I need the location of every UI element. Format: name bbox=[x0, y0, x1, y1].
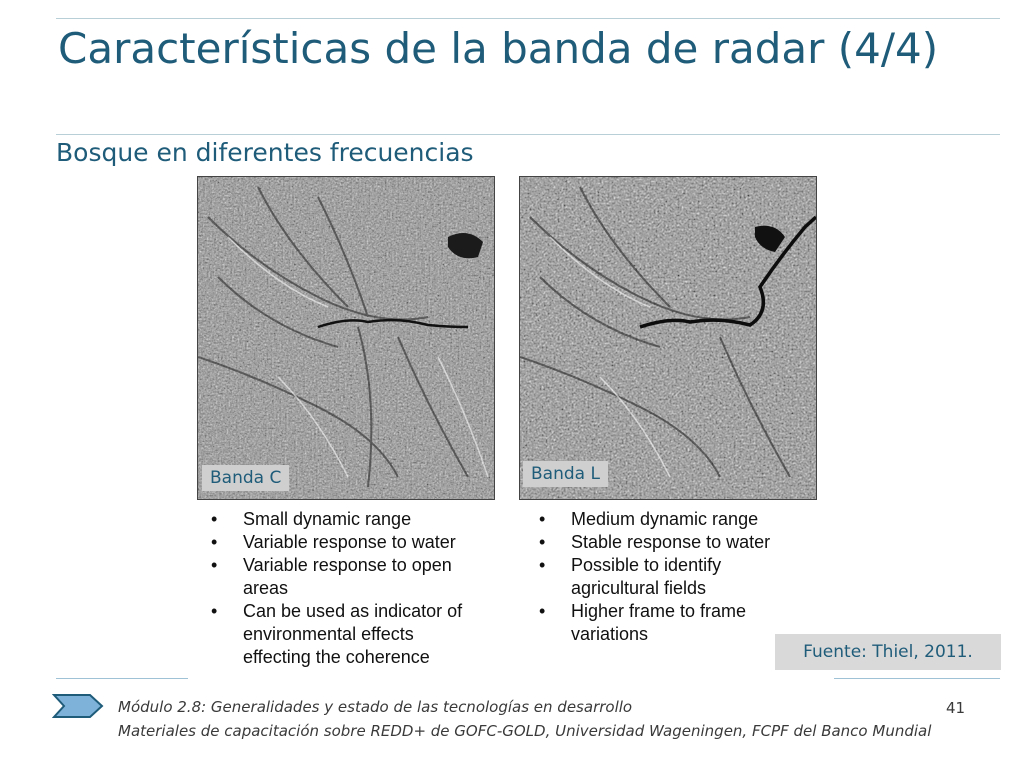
list-item: • Possible to identify agricultural fields bbox=[535, 554, 761, 600]
top-rule bbox=[56, 18, 1000, 19]
footer-module-text: Módulo 2.8: Generalidades y estado de las tecnologías en desarrollo bbox=[118, 698, 633, 716]
list-item: • Medium dynamic range bbox=[535, 508, 795, 531]
list-item: • Variable response to open areas bbox=[207, 554, 483, 600]
list-item: • Small dynamic range bbox=[207, 508, 497, 531]
source-citation: Fuente: Thiel, 2011. bbox=[775, 634, 1001, 670]
page-number: 41 bbox=[946, 699, 966, 717]
title-rule bbox=[56, 134, 1000, 135]
list-item: • Can be used as indicator of environmental effects effecting the coherence bbox=[207, 600, 483, 669]
footer-materials-text: Materiales de capacitación sobre REDD+ de GOFC-GOLD, Universidad Wageningen, FCPF del Banco Mundial bbox=[118, 722, 932, 740]
c-band-characteristics-list bbox=[207, 508, 497, 669]
footer-rule-right bbox=[834, 678, 1000, 679]
chevron-arrow-icon bbox=[52, 693, 104, 719]
l-band-sar-image bbox=[519, 176, 817, 500]
list-item: • Variable response to water bbox=[207, 531, 497, 554]
slide-title: Características de la banda de radar (4/4) bbox=[58, 24, 939, 73]
l-band-texture bbox=[520, 177, 816, 499]
c-band-sar-image bbox=[197, 176, 495, 500]
list-item: • Stable response to water bbox=[535, 531, 795, 554]
l-band-label: Banda L bbox=[523, 461, 608, 487]
footer-rule-left bbox=[56, 678, 188, 679]
c-band-label: Banda C bbox=[202, 465, 289, 491]
list-item: • Higher frame to frame variations bbox=[535, 600, 781, 646]
slide-subtitle: Bosque en diferentes frecuencias bbox=[56, 138, 474, 167]
c-band-texture bbox=[198, 177, 494, 499]
l-band-characteristics-list bbox=[535, 508, 795, 646]
